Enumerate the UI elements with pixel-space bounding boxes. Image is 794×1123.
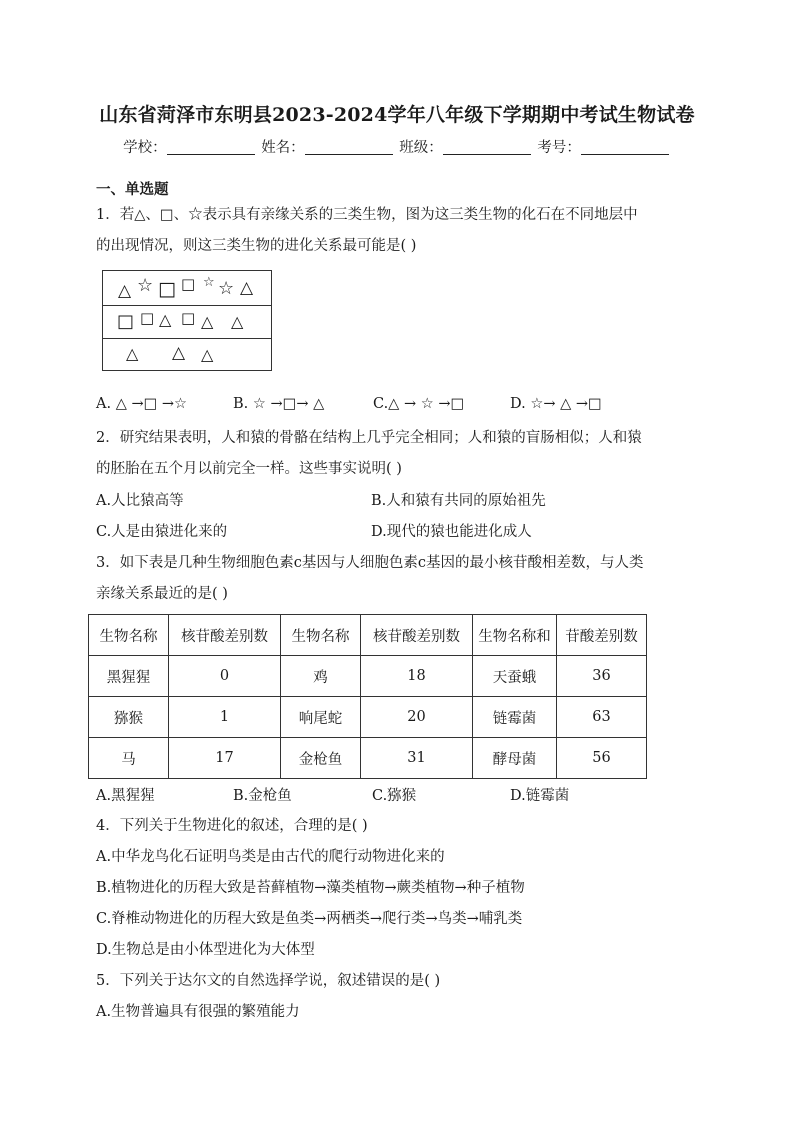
table-cell: 黑猩猩 bbox=[89, 656, 169, 697]
star-icon: ☆ bbox=[137, 275, 154, 296]
q2-option-d[interactable]: D.现代的猿也能进化成人 bbox=[371, 524, 532, 540]
table-cell: 马 bbox=[89, 738, 169, 779]
triangle-icon: △ bbox=[231, 312, 244, 331]
triangle-icon: △ bbox=[201, 312, 214, 331]
stratum-bottom bbox=[103, 338, 271, 370]
q3-option-a[interactable]: A.黑猩猩 bbox=[96, 788, 155, 804]
table-cell: 1 bbox=[169, 697, 281, 738]
square-icon: □ bbox=[117, 311, 135, 332]
number-label: 考号： bbox=[537, 140, 581, 156]
q3-options bbox=[96, 786, 696, 806]
q1-option-c[interactable]: C.△ → ☆ →□ bbox=[373, 396, 465, 412]
q2-line1: 2．研究结果表明，人和猿的骨骼在结构上几乎完全相同；人和猿的盲肠相似；人和猿 bbox=[96, 430, 642, 446]
stratum-middle bbox=[103, 305, 271, 339]
table-cell: 链霉菌 bbox=[473, 697, 557, 738]
q4-option-c[interactable]: C.脊椎动物进化的历程大致是鱼类→两栖类→爬行类→鸟类→哺乳类 bbox=[96, 911, 523, 927]
table-header-row bbox=[89, 615, 647, 656]
table-row bbox=[89, 656, 647, 697]
q5-option-a[interactable]: A.生物普遍具有很强的繁殖能力 bbox=[96, 1004, 300, 1020]
page-title: 山东省菏泽市东明县2023-2024学年八年级下学期期中考试生物试卷 bbox=[99, 104, 695, 126]
square-icon: □ bbox=[181, 275, 196, 293]
q4-option-a[interactable]: A.中华龙鸟化石证明鸟类是由古代的爬行动物进化来的 bbox=[96, 849, 445, 865]
cytochrome-c-table bbox=[88, 614, 647, 779]
triangle-icon: △ bbox=[159, 310, 172, 329]
table-cell: 金枪鱼 bbox=[281, 738, 361, 779]
table-header-cell: 核苷酸差别数 bbox=[361, 615, 473, 656]
table-cell: 20 bbox=[361, 697, 473, 738]
name-label: 姓名： bbox=[261, 140, 305, 156]
q2-line2: 的胚胎在五个月以前完全一样。这些事实说明( ) bbox=[96, 461, 402, 477]
q3-line1: 3．如下表是几种生物细胞色素c基因与人细胞色素c基因的最小核苷酸相差数，与人类 bbox=[96, 555, 644, 571]
stratum-top bbox=[103, 271, 271, 306]
triangle-icon: △ bbox=[201, 345, 214, 364]
student-info-line bbox=[0, 136, 794, 157]
table-cell: 鸡 bbox=[281, 656, 361, 697]
table-header-cell: 生物名称和 bbox=[473, 615, 557, 656]
star-icon: ☆ bbox=[203, 275, 215, 290]
table-cell: 63 bbox=[557, 697, 647, 738]
q4-line1: 4．下列关于生物进化的叙述，合理的是( ) bbox=[96, 818, 368, 834]
q1-line2: 的出现情况，则这三类生物的进化关系最可能是( ) bbox=[96, 238, 417, 254]
triangle-icon: △ bbox=[172, 343, 186, 363]
number-blank[interactable] bbox=[581, 140, 669, 155]
name-blank[interactable] bbox=[305, 140, 393, 155]
school-label: 学校： bbox=[123, 140, 167, 156]
table-cell: 31 bbox=[361, 738, 473, 779]
table-header-cell: 生物名称 bbox=[281, 615, 361, 656]
q1-option-d[interactable]: D. ☆→ △ →□ bbox=[510, 396, 602, 412]
table-cell: 猕猴 bbox=[89, 697, 169, 738]
q3-option-b[interactable]: B.金枪鱼 bbox=[233, 788, 292, 804]
triangle-icon: △ bbox=[126, 344, 139, 363]
table-cell: 0 bbox=[169, 656, 281, 697]
q1-option-a[interactable]: A. △ →□ →☆ bbox=[96, 396, 188, 412]
table-header-cell: 生物名称 bbox=[89, 615, 169, 656]
table-cell: 17 bbox=[169, 738, 281, 779]
star-icon: ☆ bbox=[218, 278, 235, 299]
q1-options bbox=[96, 394, 696, 414]
q4-option-d[interactable]: D.生物总是由小体型进化为大体型 bbox=[96, 942, 315, 958]
section-heading: 一、单选题 bbox=[96, 182, 169, 198]
table-cell: 响尾蛇 bbox=[281, 697, 361, 738]
table-header-cell: 核苷酸差别数 bbox=[169, 615, 281, 656]
table-cell: 酵母菌 bbox=[473, 738, 557, 779]
table-cell: 36 bbox=[557, 656, 647, 697]
q2-option-b[interactable]: B.人和猿有共同的原始祖先 bbox=[371, 493, 546, 509]
square-icon: □ bbox=[140, 309, 155, 327]
q1-line1: 1．若△、□、☆表示具有亲缘关系的三类生物，图为这三类生物的化石在不同地层中 bbox=[96, 207, 638, 223]
school-blank[interactable] bbox=[167, 140, 255, 155]
table-cell: 18 bbox=[361, 656, 473, 697]
table-row bbox=[89, 697, 647, 738]
square-icon: □ bbox=[181, 309, 196, 327]
triangle-icon: △ bbox=[118, 281, 132, 301]
table-cell: 56 bbox=[557, 738, 647, 779]
table-header-cell: 苷酸差别数 bbox=[557, 615, 647, 656]
q5-line1: 5．下列关于达尔文的自然选择学说，叙述错误的是( ) bbox=[96, 973, 441, 989]
square-icon: □ bbox=[158, 278, 176, 300]
class-blank[interactable] bbox=[443, 140, 531, 155]
table-row bbox=[89, 738, 647, 779]
q3-option-d[interactable]: D.链霉菌 bbox=[510, 788, 570, 804]
q4-option-b[interactable]: B.植物进化的历程大致是苔藓植物→藻类植物→蕨类植物→种子植物 bbox=[96, 880, 525, 896]
q3-option-c[interactable]: C.猕猴 bbox=[372, 788, 417, 804]
table-cell: 天蚕蛾 bbox=[473, 656, 557, 697]
fossil-strata-figure bbox=[102, 270, 272, 371]
triangle-icon: △ bbox=[240, 278, 254, 298]
q3-line2: 亲缘关系最近的是( ) bbox=[96, 586, 228, 602]
q1-option-b[interactable]: B. ☆ →□→ △ bbox=[233, 396, 325, 412]
q2-option-a[interactable]: A.人比猿高等 bbox=[96, 493, 184, 509]
q2-option-c[interactable]: C.人是由猿进化来的 bbox=[96, 524, 228, 540]
class-label: 班级： bbox=[399, 140, 443, 156]
